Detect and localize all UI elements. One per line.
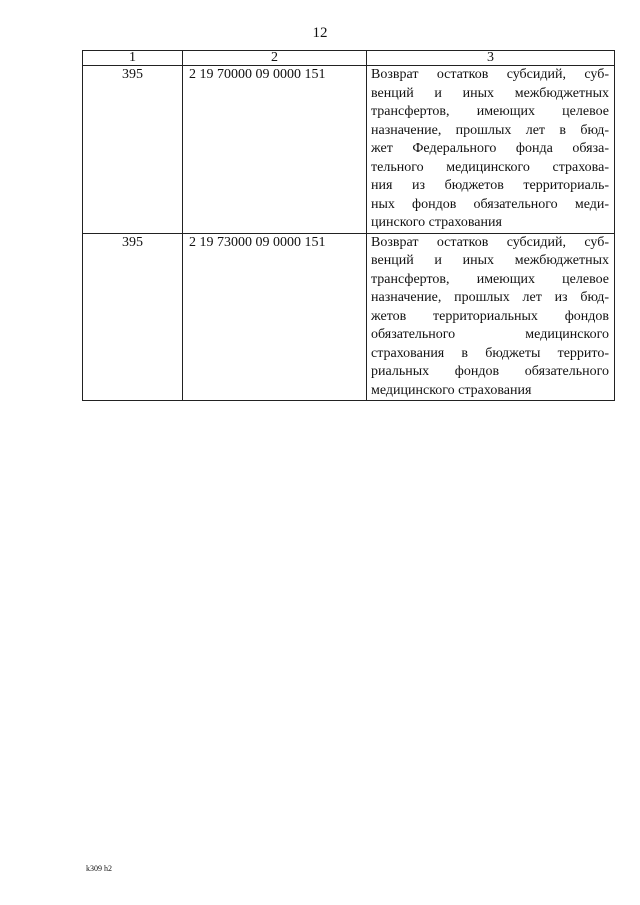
- description-line: трансфертов, имеющих целевое: [371, 271, 609, 287]
- description-line: ния из бюджетов территориаль-: [371, 178, 609, 193]
- description-line: тельного медицинского страхова-: [371, 159, 609, 175]
- column-header-3: 3: [367, 51, 615, 66]
- table-row: [83, 66, 615, 234]
- description-line: назначение, прошлых лет в бюд-: [371, 122, 609, 138]
- description-cell: [367, 233, 615, 401]
- description-line: медицинского страхования: [371, 382, 532, 398]
- description-line: страхования в бюджеты террито-: [371, 345, 609, 361]
- row-number-cell: 395: [83, 233, 183, 401]
- description-line: жет Федерального фонда обяза-: [371, 141, 609, 156]
- budget-code-cell: 2 19 73000 09 0000 151: [183, 233, 367, 401]
- table-row: [83, 233, 615, 401]
- description-line: ных фондов обязательного меди-: [371, 196, 609, 212]
- budget-code-cell: 2 19 70000 09 0000 151: [183, 66, 367, 234]
- description-line: Возврат остатков субсидий, суб-: [371, 234, 609, 250]
- column-header-2: 2: [183, 51, 367, 66]
- column-header-1: 1: [83, 51, 183, 66]
- description-line: цинского страхования: [371, 215, 502, 230]
- page-number: 12: [312, 25, 328, 41]
- description-line: венций и иных межбюджетных: [371, 85, 609, 101]
- description-line: назначение, прошлых лет из бюд-: [371, 290, 609, 305]
- budget-codes-table: [82, 50, 615, 401]
- row-number-cell: 395: [83, 66, 183, 234]
- table-header-row: [83, 51, 615, 66]
- description-line: венций и иных межбюджетных: [371, 253, 609, 268]
- description-line: трансфертов, имеющих целевое: [371, 104, 609, 119]
- description-line: обязательного медицинского: [371, 327, 609, 342]
- description-cell: [367, 66, 615, 234]
- description-line: жетов территориальных фондов: [371, 308, 609, 324]
- description-line: Возврат остатков субсидий, суб-: [371, 67, 609, 82]
- footer-document-code: k309 h2: [86, 864, 112, 873]
- description-line: риальных фондов обязательного: [371, 364, 609, 379]
